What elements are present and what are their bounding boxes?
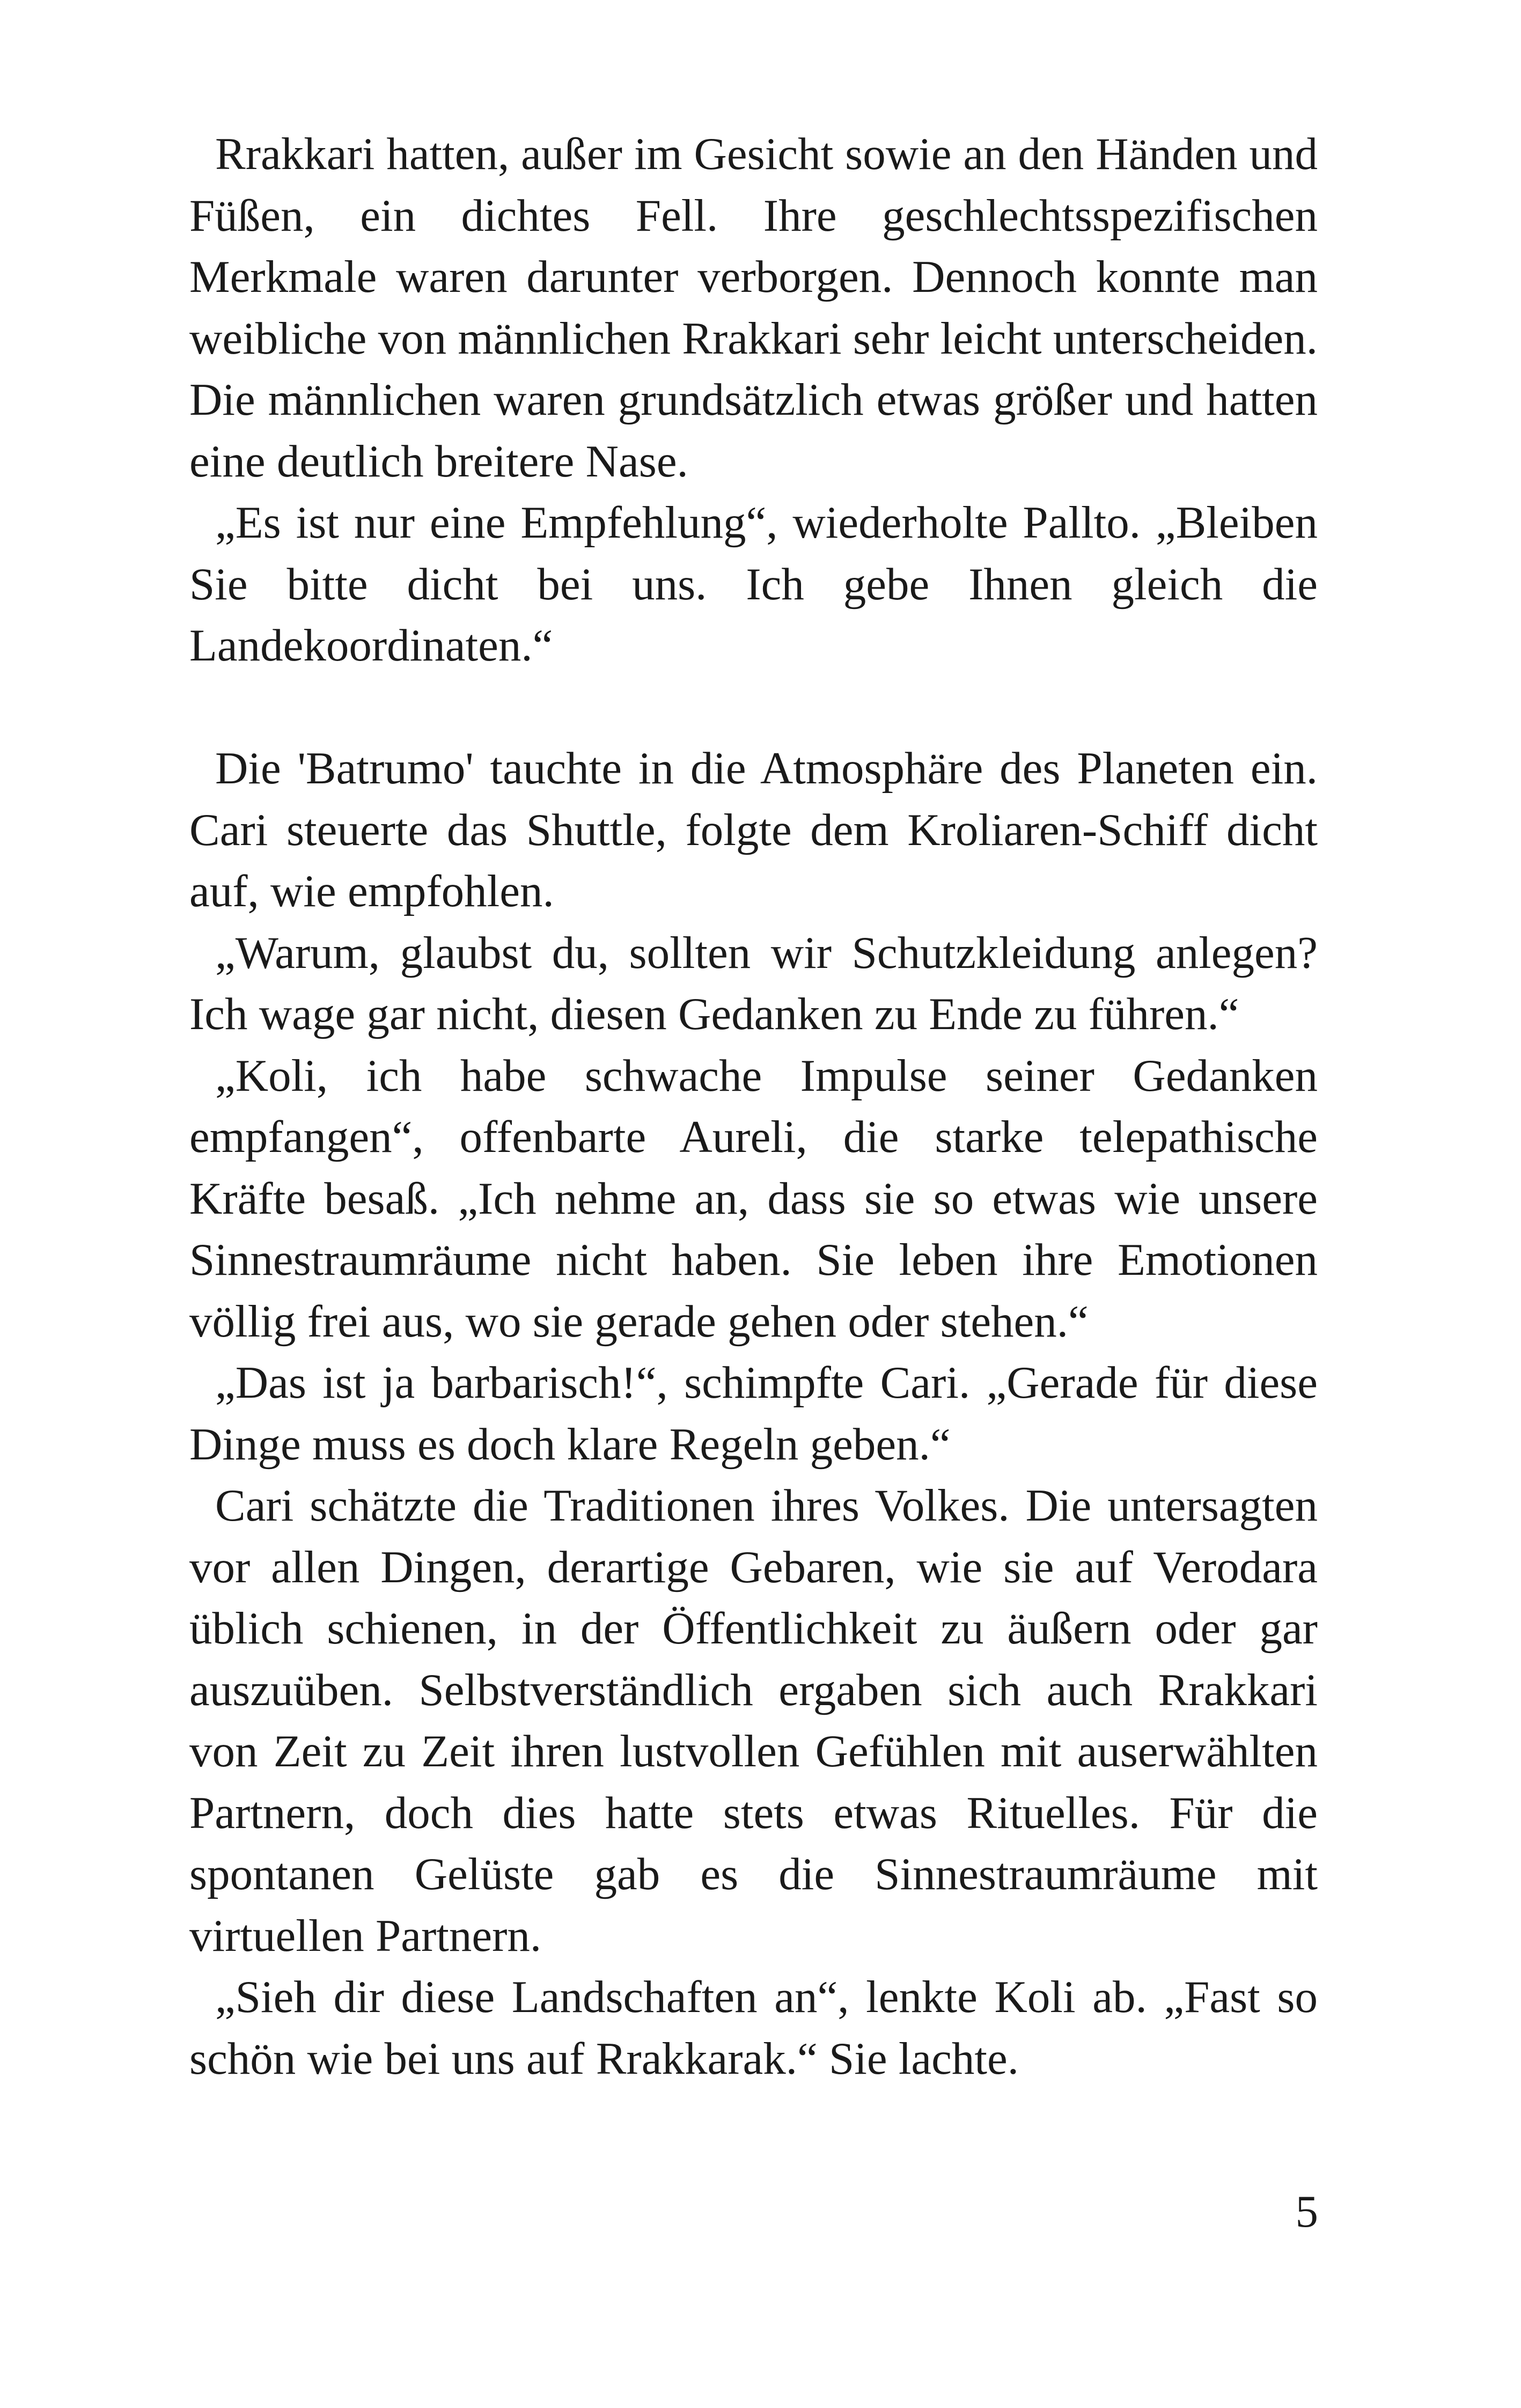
paragraph: „Das ist ja barbarisch!“, schimpfte Cari. „Gerade für diese Dinge muss es doch klare Regeln geben.“	[189, 1357, 1318, 1470]
section-break	[189, 677, 1318, 738]
paragraph: „Es ist nur eine Empfehlung“, wiederholte Pallto. „Bleiben Sie bitte dicht bei uns. Ich gebe Ihnen gleich die Landekoordinaten.“	[189, 497, 1318, 671]
paragraph: Die 'Batrumo' tauchte in die Atmosphäre des Planeten ein. Cari steuerte das Shuttle, folgte dem Kroliaren-Schiff dicht auf, wie empfohlen.	[189, 743, 1318, 916]
paragraph: Rrakkari hatten, außer im Gesicht sowie an den Händen und Füßen, ein dichtes Fell. Ihre geschlechtsspezifischen Merkmale waren darunter verborgen. Dennoch konnte man weibliche von männlichen Rrakkari sehr leicht unterscheiden. Die männlichen waren grundsätzlich etwas größer und hatten eine deutlich breitere Nase.	[189, 129, 1318, 487]
paragraph: „Warum, glaubst du, sollten wir Schutzkleidung anlegen? Ich wage gar nicht, diesen Gedanken zu Ende zu führen.“	[189, 927, 1318, 1039]
paragraph: „Koli, ich habe schwache Impulse seiner Gedanken empfangen“, offenbarte Aureli, die starke telepathische Kräfte besaß. „Ich nehme an, dass sie so etwas wie unsere Sinnestraumräume nicht haben. Sie leben ihre Emotionen völlig frei aus, wo sie gerade gehen oder stehen.“	[189, 1050, 1318, 1347]
paragraph: Cari schätzte die Traditionen ihres Volkes. Die untersagten vor allen Dingen, derartige Gebaren, wie sie auf Verodara üblich schienen, in der Öffentlichkeit zu äußern oder gar auszuüben. Selbstverständlich ergaben sich auch Rrakkari von Zeit zu Zeit ihren lustvollen Gefühlen mit auserwählten Partnern, doch dies hatte stets etwas Rituelles. Für die spontanen Gelüste gab es die Sinnestraumräume mit virtuellen Partnern.	[189, 1480, 1318, 1961]
page-number: 5	[1295, 2186, 1318, 2237]
paragraph: „Sieh dir diese Landschaften an“, lenkte Koli ab. „Fast so schön wie bei uns auf Rrakkarak.“ Sie lachte.	[189, 1972, 1318, 2084]
body-text	[189, 123, 1318, 2089]
